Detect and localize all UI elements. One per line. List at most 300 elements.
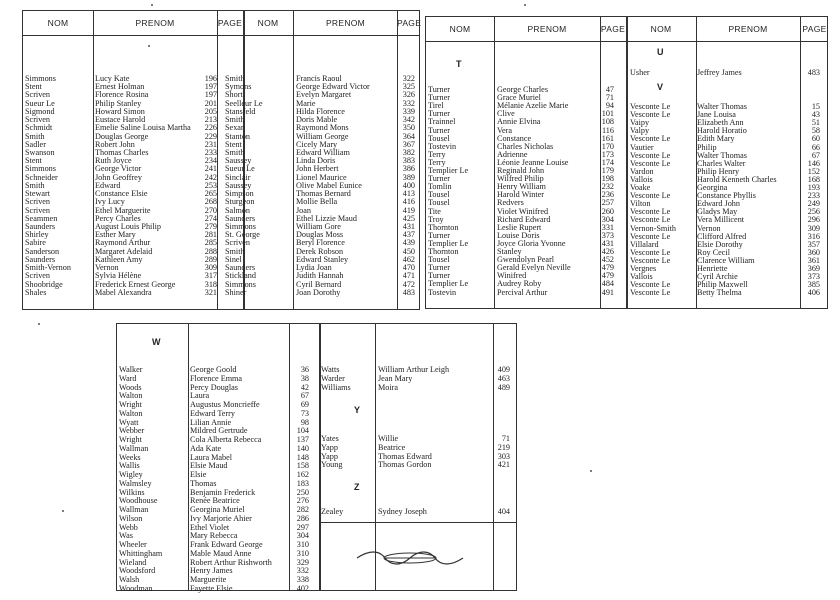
entry-surname: Templier Le xyxy=(428,167,469,175)
entry-given-names: Mabel Alexandra xyxy=(95,288,152,297)
header-page: PAGE xyxy=(217,18,243,28)
entry-page-number: 229 xyxy=(204,132,217,141)
entry-surname: Villalard xyxy=(630,240,659,249)
entry-page-number: 67 xyxy=(300,392,309,401)
entry-page-number: 479 xyxy=(601,272,614,281)
entry-given-names: Florence Emma xyxy=(190,374,243,383)
entry-surname: Turner xyxy=(428,94,450,103)
entry-page-number: 198 xyxy=(601,175,614,184)
entry-given-names: Frederick Ernest George xyxy=(95,280,176,289)
entry-surname: Smith xyxy=(225,75,245,83)
entry-given-names: Emelie Saline Louisa Martha xyxy=(95,124,191,133)
entry-given-names: Henry William xyxy=(497,183,546,192)
entry-surname: Shiner xyxy=(225,288,247,297)
entry-surname: Scriven xyxy=(25,116,51,125)
entry-page-number: 385 xyxy=(807,281,820,290)
section-letter-y: Y xyxy=(354,405,361,415)
entry-surname: Tousel xyxy=(428,191,450,200)
entry-surname: Schmidt xyxy=(25,124,53,133)
entry-given-names: Elsie xyxy=(190,471,207,480)
entry-surname: Turner xyxy=(428,126,450,135)
entry-surname: Wright xyxy=(119,401,142,410)
entry-surname: Stewart xyxy=(25,190,51,199)
entry-surname: Walmsley xyxy=(119,479,152,488)
entry-surname: Saussey xyxy=(225,181,252,190)
header-page: PAGE xyxy=(802,24,827,34)
entry-given-names: Léonie Jeanne Louise xyxy=(497,158,569,167)
entry-given-names: Vernon xyxy=(95,264,119,273)
entry-given-names: Mable Maud Anne xyxy=(190,549,252,558)
entry-given-names: Laura Mabel xyxy=(190,453,233,462)
entry-given-names: Lilian Annie xyxy=(190,418,232,427)
entry-page-number: 373 xyxy=(807,273,820,282)
entry-page-number: 332 xyxy=(296,567,309,576)
entry-page-number: 416 xyxy=(402,198,415,207)
entry-surname: Turner xyxy=(428,272,450,281)
header-nom: NOM xyxy=(650,24,672,34)
entry-page-number: 437 xyxy=(402,231,415,240)
entry-surname: Swanson xyxy=(25,148,55,157)
entry-given-names: Fayette Elsie xyxy=(190,585,233,593)
entry-surname: Stickland xyxy=(225,272,256,281)
entry-page-number: 310 xyxy=(296,541,309,550)
entry-page-number: 318 xyxy=(204,280,217,289)
entry-given-names: Kathleen Amy xyxy=(95,255,143,264)
entry-page-number: 15 xyxy=(811,103,820,111)
entry-page-number: 409 xyxy=(497,366,510,374)
entry-surname: Woodsford xyxy=(119,567,156,576)
entry-surname: St. George xyxy=(225,231,260,240)
entry-surname: Smith xyxy=(225,148,245,157)
entry-page-number: 260 xyxy=(601,207,614,216)
entry-surname: Stanton xyxy=(225,132,251,141)
entry-page-number: 286 xyxy=(296,514,309,523)
entry-page-number: 146 xyxy=(807,159,820,168)
entry-given-names: William George xyxy=(296,132,349,141)
entry-given-names: Harold Winter xyxy=(497,191,545,200)
entry-page-number: 426 xyxy=(601,248,614,256)
entry-surname: Saunders xyxy=(225,214,256,223)
entry-surname: Walton xyxy=(119,409,143,418)
entry-surname: Yapp xyxy=(321,452,338,461)
entry-page-number: 419 xyxy=(402,206,415,215)
entry-surname: Saunders xyxy=(225,264,256,273)
entry-page-number: 364 xyxy=(402,132,415,141)
entry-given-names: Renée Beatrice xyxy=(190,497,240,506)
entry-given-names: Reginald John xyxy=(497,167,545,175)
entry-page-number: 94 xyxy=(605,102,614,111)
entry-given-names: Richard Edward xyxy=(497,215,551,224)
entry-given-names: Margaret Adelaid xyxy=(95,247,153,256)
entry-surname: Sueur Le xyxy=(225,165,255,174)
entry-given-names: Beatrice xyxy=(378,443,406,452)
entry-page-number: 219 xyxy=(497,443,510,452)
entry-given-names: Marie xyxy=(296,99,316,108)
header-page: PAGE xyxy=(397,18,422,28)
entry-page-number: 197 xyxy=(204,83,217,92)
entry-given-names: Annie Elvina xyxy=(497,118,541,127)
entry-given-names: Beryl Florence xyxy=(296,239,345,248)
entry-surname: Templier Le xyxy=(428,239,469,248)
entry-surname: Zealey xyxy=(321,508,344,516)
entry-surname: Woodman xyxy=(119,585,153,593)
entry-given-names: Walter Thomas xyxy=(697,103,747,111)
entry-surname: Smith xyxy=(225,247,245,256)
entry-page-number: 234 xyxy=(204,157,217,166)
entry-page-number: 421 xyxy=(497,461,510,470)
entry-given-names: Vernon xyxy=(697,224,721,233)
entry-surname: Turner xyxy=(428,264,450,273)
entry-surname: Simmons xyxy=(225,280,256,289)
entry-given-names: Robert Arthur Rishworth xyxy=(190,558,272,567)
entry-page-number: 472 xyxy=(402,280,415,289)
entry-surname: Simmons xyxy=(25,75,56,83)
entry-given-names: Moira xyxy=(378,383,399,392)
entry-page-number: 71 xyxy=(501,435,510,443)
entry-given-names: Cyril Archie xyxy=(697,273,738,282)
entry-surname: Tostevin xyxy=(428,288,457,297)
entry-surname: Sabire xyxy=(25,239,46,248)
entry-surname: Smith xyxy=(225,116,245,125)
entry-given-names: Joyce Gloria Yvonne xyxy=(497,239,566,248)
entry-surname: Sturgeon xyxy=(225,198,255,207)
entry-surname: Wright xyxy=(119,436,142,445)
entry-surname: Tousel xyxy=(428,256,450,265)
entry-page-number: 491 xyxy=(601,288,614,297)
entry-page-number: 402 xyxy=(296,585,309,593)
entry-given-names: Edward John xyxy=(697,200,740,209)
entry-given-names: Florence Rosina xyxy=(95,91,149,100)
entry-page-number: 400 xyxy=(402,181,415,190)
entry-given-names: Willie xyxy=(378,435,399,443)
entry-page-number: 309 xyxy=(204,264,217,273)
entry-page-number: 253 xyxy=(204,181,217,190)
entry-surname: Scriven xyxy=(25,272,51,281)
entry-given-names: Joan Dorothy xyxy=(296,288,341,297)
entry-surname: Young xyxy=(321,461,343,470)
entry-surname: Vernon-Smith xyxy=(630,224,676,233)
entry-given-names: Constance Phyllis xyxy=(697,192,756,201)
entry-surname: Tomlin xyxy=(428,183,452,192)
entry-surname: Vesconte Le xyxy=(630,216,671,225)
entry-given-names: Walter Thomas xyxy=(697,151,747,160)
entry-surname: Stent xyxy=(25,157,42,166)
entry-given-names: Ruth Joyce xyxy=(95,157,132,166)
entry-given-names: Augustus Moncrieffe xyxy=(190,401,260,410)
entry-page-number: 309 xyxy=(807,224,820,233)
entry-surname: Stent xyxy=(25,83,42,92)
scan-speck xyxy=(62,510,64,512)
entry-given-names: Robert John xyxy=(95,140,135,149)
entry-page-number: 60 xyxy=(811,135,820,144)
entry-given-names: Evelyn Margaret xyxy=(296,91,352,100)
entry-surname: Sinclair xyxy=(225,173,251,182)
entry-given-names: Clifford Alfred xyxy=(697,232,747,241)
header-prenom: PRENOM xyxy=(728,24,768,34)
entry-surname: Simpson xyxy=(225,190,254,199)
entry-surname: Tousel xyxy=(428,134,450,143)
entry-page-number: 174 xyxy=(601,158,614,167)
entry-given-names: Elsie Dorothy xyxy=(697,240,743,249)
entry-given-names: Edward Terry xyxy=(190,409,235,418)
entry-surname: Vallois xyxy=(630,175,653,184)
entry-given-names: Ernest Holman xyxy=(95,83,145,92)
entry-surname: Thornton xyxy=(428,248,459,256)
entry-page-number: 338 xyxy=(296,576,309,585)
entry-surname: Vesconte Le xyxy=(630,256,671,265)
entry-given-names: Lionel Maurice xyxy=(296,173,347,182)
entry-given-names: Cyril Bernard xyxy=(296,280,342,289)
entry-given-names: Percy Charles xyxy=(95,214,141,223)
entry-surname: Smith xyxy=(25,132,45,141)
entry-surname: Walker xyxy=(119,366,143,374)
entry-surname: Vesconte Le xyxy=(630,159,671,168)
entry-page-number: 108 xyxy=(601,118,614,127)
entry-surname: Yapp xyxy=(321,443,338,452)
entry-given-names: Philip xyxy=(697,143,717,152)
entry-page-number: 98 xyxy=(300,418,309,427)
entry-given-names: Vera Millicent xyxy=(697,216,745,225)
entry-given-names: John Herbert xyxy=(296,165,339,174)
entry-given-names: Eustace Harold xyxy=(95,116,146,125)
entry-surname: Walsh xyxy=(119,576,140,585)
entry-given-names: Adrienne xyxy=(497,150,528,159)
entry-page-number: 43 xyxy=(811,111,820,120)
entry-page-number: 382 xyxy=(402,148,415,157)
entry-given-names: Howard Simon xyxy=(95,107,145,116)
entry-given-names: Jane Louisa xyxy=(697,111,736,120)
entry-surname: Troy xyxy=(428,215,444,224)
entry-given-names: Raymond Arthur xyxy=(95,239,151,248)
entry-surname: Tirel xyxy=(428,102,444,111)
entry-surname: Tousel xyxy=(428,199,450,208)
entry-given-names: George Victor xyxy=(95,165,142,174)
entry-surname: Turner xyxy=(428,175,450,184)
entry-given-names: Mary Rebecca xyxy=(190,532,238,541)
entry-page-number: 316 xyxy=(807,232,820,241)
entry-given-names: Edward William xyxy=(296,148,350,157)
entry-given-names: Winifred xyxy=(497,272,527,281)
entry-page-number: 158 xyxy=(296,462,309,471)
entry-surname: Williams xyxy=(321,383,351,392)
entry-page-number: 104 xyxy=(296,427,309,436)
entry-surname: Scriven xyxy=(25,206,51,215)
entry-page-number: 137 xyxy=(296,436,309,445)
entry-given-names: Esther Mary xyxy=(95,231,136,240)
entry-given-names: Judith Hannah xyxy=(296,272,344,281)
entry-given-names: Betty Thelma xyxy=(697,289,742,298)
entry-given-names: Jeffrey James xyxy=(697,69,742,77)
entry-page-number: 425 xyxy=(402,214,415,223)
entry-page-number: 331 xyxy=(601,223,614,232)
entry-given-names: Mélanie Azelie Marie xyxy=(497,102,569,111)
entry-surname: Vesconte Le xyxy=(630,192,671,201)
entry-surname: Smith xyxy=(25,181,45,190)
entry-given-names: Hilda Florence xyxy=(296,107,345,116)
entry-page-number: 289 xyxy=(204,255,217,264)
entry-page-number: 101 xyxy=(601,110,614,119)
entry-given-names: Charles Walter xyxy=(697,159,746,168)
entry-page-number: 168 xyxy=(807,175,820,184)
entry-page-number: 321 xyxy=(204,288,217,297)
entry-surname: Vesconte Le xyxy=(630,208,671,217)
entry-surname: Salmon xyxy=(225,206,251,215)
entry-surname: Voake xyxy=(630,184,651,192)
entry-given-names: August Louis Philip xyxy=(95,222,161,231)
entry-given-names: Charles Nicholas xyxy=(497,142,554,151)
entry-surname: Sanderson xyxy=(25,247,60,256)
entry-given-names: Jean Mary xyxy=(378,374,413,383)
entry-surname: Thornton xyxy=(428,223,459,232)
entry-surname: Wallis xyxy=(119,462,140,471)
entry-given-names: Derek Robson xyxy=(296,247,344,256)
entry-page-number: 270 xyxy=(204,206,217,215)
entry-page-number: 47 xyxy=(605,86,614,94)
header-page: PAGE xyxy=(600,24,626,34)
entry-given-names: John Geoffrey xyxy=(95,173,142,182)
entry-surname: Scriven xyxy=(25,91,51,100)
entry-given-names: Laura xyxy=(190,392,210,401)
entry-given-names: Clive xyxy=(497,110,515,119)
entry-page-number: 213 xyxy=(204,116,217,125)
entry-page-number: 173 xyxy=(601,150,614,159)
entry-given-names: Grace Muriel xyxy=(497,94,541,103)
entry-page-number: 462 xyxy=(402,255,415,264)
entry-page-number: 256 xyxy=(807,208,820,217)
entry-page-number: 303 xyxy=(497,452,510,461)
entry-given-names: Gerald Evelyn Neville xyxy=(497,264,571,273)
header-nom: NOM xyxy=(449,24,471,34)
entry-page-number: 36 xyxy=(300,366,309,374)
entry-surname: Ward xyxy=(119,374,137,383)
entry-given-names: Mildred Gertrude xyxy=(190,427,248,436)
entry-surname: Wallman xyxy=(119,444,149,453)
entry-page-number: 276 xyxy=(296,497,309,506)
entry-page-number: 231 xyxy=(204,140,217,149)
entry-surname: Sadler xyxy=(25,140,46,149)
entry-page-number: 66 xyxy=(811,143,820,152)
entry-surname: Vardon xyxy=(630,167,654,176)
entry-page-number: 470 xyxy=(402,264,415,273)
entry-given-names: Mollie Bella xyxy=(296,198,338,207)
entry-given-names: Francis Raoul xyxy=(296,75,342,83)
entry-page-number: 226 xyxy=(204,124,217,133)
entry-given-names: Ada Kate xyxy=(190,444,222,453)
entry-surname: Wieland xyxy=(119,558,147,567)
entry-surname: Saunders xyxy=(25,222,56,231)
entry-page-number: 71 xyxy=(605,94,614,103)
entry-page-number: 242 xyxy=(204,173,217,182)
entry-given-names: Marguerite xyxy=(190,576,227,585)
entry-surname: Whittingham xyxy=(119,549,163,558)
entry-surname: Vallois xyxy=(630,273,653,282)
entry-surname: Shoobridge xyxy=(25,280,63,289)
entry-page-number: 471 xyxy=(402,272,415,281)
entry-given-names: Ethel Lizzie Maud xyxy=(296,214,357,223)
section-letter-v: V xyxy=(657,82,664,92)
entry-surname: Wilkins xyxy=(119,488,145,497)
entry-page-number: 483 xyxy=(402,288,415,297)
entry-surname: Smith-Vernon xyxy=(25,264,71,273)
entry-page-number: 268 xyxy=(204,198,217,207)
entry-given-names: Ivy Marjorie Ahier xyxy=(190,514,252,523)
entry-page-number: 479 xyxy=(601,264,614,273)
entry-page-number: 296 xyxy=(807,216,820,225)
entry-surname: Sueur Le xyxy=(25,99,55,108)
entry-given-names: Philip Maxwell xyxy=(697,281,748,290)
entry-surname: Vilton xyxy=(630,200,651,209)
entry-given-names: William Gore xyxy=(296,222,341,231)
entry-page-number: 274 xyxy=(204,214,217,223)
entry-given-names: Cola Alberta Rebecca xyxy=(190,436,262,445)
entry-surname: Was xyxy=(119,532,133,541)
entry-page-number: 58 xyxy=(811,127,820,136)
entry-page-number: 288 xyxy=(204,247,217,256)
entry-given-names: Sylvia Hélène xyxy=(95,272,142,281)
entry-surname: Vesconte Le xyxy=(630,281,671,290)
entry-given-names: Wilfred Philip xyxy=(497,175,544,184)
entry-surname: Woods xyxy=(119,383,142,392)
entry-given-names: Redvers xyxy=(497,199,524,208)
entry-surname: Watts xyxy=(321,366,340,374)
entry-given-names: Thomas Bernard xyxy=(296,190,351,199)
entry-given-names: Edward Stanley xyxy=(296,255,349,264)
entry-page-number: 322 xyxy=(402,75,415,83)
entry-given-names: Henry James xyxy=(190,567,233,576)
header-prenom: PRENOM xyxy=(527,24,567,34)
entry-given-names: Thomas Edward xyxy=(378,452,432,461)
section-letter-z: Z xyxy=(354,482,360,492)
entry-surname: Seammen xyxy=(25,214,58,223)
entry-given-names: Constance Elsie xyxy=(95,190,148,199)
entry-surname: Wilson xyxy=(119,514,143,523)
entry-page-number: 360 xyxy=(807,248,820,257)
entry-page-number: 197 xyxy=(204,91,217,100)
entry-surname: Weeks xyxy=(119,453,141,462)
entry-page-number: 489 xyxy=(497,383,510,392)
scan-speck xyxy=(38,323,40,325)
entry-surname: Warder xyxy=(321,374,345,383)
entry-page-number: 329 xyxy=(296,558,309,567)
entry-page-number: 196 xyxy=(204,75,217,83)
entry-page-number: 483 xyxy=(807,69,820,77)
entry-given-names: Ethel Violet xyxy=(190,523,230,532)
entry-page-number: 265 xyxy=(204,190,217,199)
entry-given-names: Georgina Muriel xyxy=(190,506,245,515)
entry-given-names: George Charles xyxy=(497,86,549,94)
entry-page-number: 116 xyxy=(602,126,614,135)
entry-page-number: 325 xyxy=(402,83,415,92)
section-letter-w: W xyxy=(152,337,161,347)
entry-surname: Valpy xyxy=(630,127,650,136)
entry-given-names: Thomas xyxy=(190,479,217,488)
entry-given-names: Elizabeth Ann xyxy=(697,119,744,128)
entry-page-number: 413 xyxy=(402,190,415,199)
entry-surname: Schneider xyxy=(25,173,58,182)
entry-page-number: 439 xyxy=(402,239,415,248)
section-letter-t: T xyxy=(456,59,462,69)
entry-surname: Webber xyxy=(119,427,145,436)
entry-page-number: 161 xyxy=(601,134,614,143)
entry-page-number: 193 xyxy=(807,184,820,192)
entry-given-names: Lucy Kate xyxy=(95,75,130,83)
entry-page-number: 406 xyxy=(807,289,820,298)
entry-page-number: 279 xyxy=(204,222,217,231)
entry-page-number: 236 xyxy=(601,191,614,200)
entry-surname: Sexar xyxy=(225,124,244,133)
entry-given-names: Thomas Charles xyxy=(95,148,149,157)
entry-surname: Scriven xyxy=(225,239,251,248)
